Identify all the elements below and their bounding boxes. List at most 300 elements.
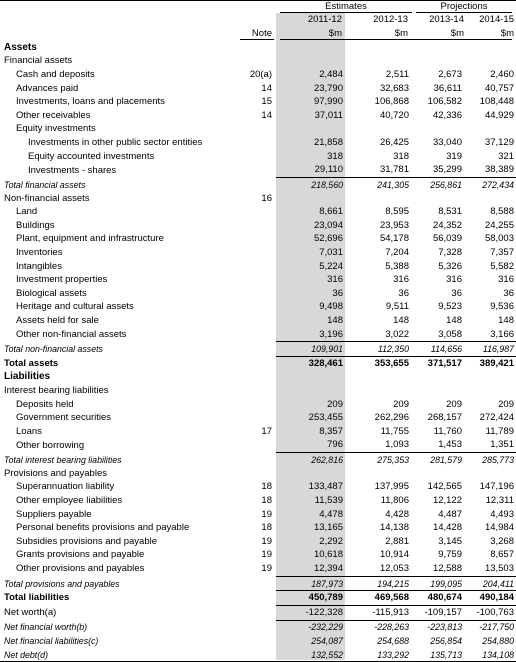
row-label: Investments - shares [28,164,117,176]
row-note [236,314,276,328]
row-label: Personal benefits provisions and payable [16,522,190,534]
row-value-4: 4,493 [490,508,514,520]
row-note: 15 [261,96,272,108]
row-label: Grants provisions and payable [16,549,145,561]
row-value-4: 40,757 [484,82,514,94]
row-value-1 [276,384,345,398]
row-label: Heritage and cultural assets [16,301,134,313]
table-row [0,398,516,412]
year-header-3: 2013-14 [429,14,464,25]
table-row [0,562,516,576]
row-value-4: 36 [503,287,514,299]
row-value-2: 31,781 [379,164,409,176]
row-value-4: 7,357 [490,246,514,258]
row-value-2: 23,953 [379,219,409,231]
row-value-1: 8,357 [319,425,343,437]
row-note [236,467,276,481]
row-value-3: 209 [446,398,462,410]
row-value-3: 114,656 [411,342,464,357]
row-label: Subsidies provisions and payable [16,535,158,547]
row-label: Provisions and payables [4,467,107,479]
row-note [236,219,276,233]
row-note [236,150,276,164]
row-label: Other receivables [16,109,91,121]
row-value-4: 5,582 [490,260,514,272]
row-value-3: 14,428 [432,522,462,534]
row-note [236,439,276,453]
row-value-1: 328,461 [276,357,345,371]
row-note [236,620,276,634]
table-row [0,634,516,648]
row-value-1: 7,031 [319,246,343,258]
row-value-4 [464,55,516,69]
row-value-1: 2,292 [319,535,343,547]
row-value-1: 10,618 [313,549,343,561]
estimates-rule [280,12,412,13]
row-label: Equity investments [16,123,96,135]
row-label: Land [16,206,38,218]
row-note [236,41,276,55]
row-value-4 [464,192,516,206]
year-header-1: 2011-12 [307,14,342,25]
table-row [0,605,516,620]
row-label: Superannuation liability [16,481,115,493]
row-label: Buildings [16,219,55,231]
row-value-2 [345,192,411,206]
row-label: Suppliers payable [16,508,92,520]
row-label: Plant, equipment and infrastructure [16,233,164,245]
row-value-1: 132,552 [276,648,345,662]
row-value-2: 137,995 [374,481,409,493]
row-value-3: 268,157 [427,412,462,424]
row-value-1: 29,110 [314,164,343,176]
row-value-4: 134,108 [464,648,516,662]
row-value-4: 58,003 [484,233,514,245]
table-row [0,205,516,219]
row-value-1 [276,371,345,385]
row-value-3: 12,588 [432,562,462,574]
row-value-2 [345,371,411,385]
table-row [0,481,516,495]
row-value-3: 106,582 [427,96,462,108]
row-note [236,648,276,662]
header-rule-note [240,39,274,40]
row-value-1: 450,789 [276,591,345,606]
row-label: Total financial assets [4,179,86,190]
row-label: Deposits held [16,398,74,410]
table-row [0,371,516,385]
row-value-4: 272,424 [479,412,514,424]
row-value-1 [276,192,345,206]
row-note [236,55,276,69]
table-row [0,328,516,342]
table-row [0,342,516,357]
row-value-1: 796 [327,439,343,451]
row-label: Net debt(d) [0,648,236,662]
row-value-1: 4,478 [319,508,343,520]
row-value-2: 133,292 [345,648,411,662]
row-value-4: 3,268 [490,535,514,547]
row-value-2: 241,305 [345,178,411,192]
row-note [236,123,276,137]
row-value-3: 42,336 [432,109,462,121]
unit-header-2: $m [394,28,408,39]
table-row [0,494,516,508]
table-row [0,150,516,164]
table-row [0,314,516,328]
table-row [0,246,516,260]
note-header: Note [251,28,272,39]
row-note: 16 [261,192,272,204]
row-value-1: -122,328 [276,605,345,620]
row-value-4: 285,773 [464,453,516,467]
row-value-2: 36 [398,287,409,299]
row-value-4: 148 [498,314,514,326]
row-note [236,453,276,467]
row-value-1: 23,790 [313,82,343,94]
row-value-3: 319 [446,150,462,162]
table-row [0,178,516,192]
table-row [0,535,516,549]
unit-header-3: $m [450,28,464,39]
row-label: Total non-financial assets [4,344,103,355]
table-row [0,95,516,109]
balance-sheet-table [0,41,516,662]
row-label: Net financial liabilities(c) [4,636,99,646]
table-row [0,123,516,137]
row-value-1: -232,229 [308,622,343,633]
row-label: Inventories [16,246,63,258]
table-row [0,260,516,274]
row-value-3: 9,523 [438,301,462,313]
row-note: 18 [261,522,272,534]
row-value-4 [464,123,516,137]
row-value-3: -109,157 [411,605,464,620]
row-note [236,136,276,150]
row-value-2: 8,595 [385,206,409,218]
row-value-2 [345,384,411,398]
table-row [0,55,516,69]
row-value-4: 204,411 [464,576,516,591]
row-value-2: 3,022 [385,328,409,340]
row-value-4 [464,384,516,398]
row-value-4: 272,434 [464,178,516,192]
row-value-1: 187,973 [276,576,345,591]
row-value-1: 21,858 [313,137,343,149]
year-header-4: 2014-15 [479,14,514,25]
row-label: Other provisions and payables [16,563,145,575]
table-row [0,384,516,398]
row-label: Total provisions and payables [4,578,120,589]
row-value-1: 37,011 [314,109,343,121]
row-note [236,301,276,315]
row-value-4: -217,750 [479,622,514,633]
row-value-3: 3,145 [438,535,462,547]
row-value-1: 23,094 [313,219,343,231]
row-value-3: 36,611 [433,82,462,94]
row-value-2 [345,467,411,481]
row-value-3 [411,467,464,481]
row-value-2: 9,511 [385,301,409,313]
row-value-3: 11,760 [433,425,462,437]
row-note [236,178,276,192]
row-value-2: 54,178 [379,233,409,245]
table-row [0,163,516,177]
row-value-2: 262,296 [374,412,409,424]
row-value-3 [411,192,464,206]
unit-header-1: $m [328,28,342,39]
row-value-3 [411,123,464,137]
row-note [236,576,276,591]
row-label: Total assets [4,357,59,369]
row-note [236,342,276,357]
row-label: Financial assets [4,55,73,67]
row-value-2 [345,123,411,137]
row-value-3: 2,673 [438,69,462,81]
row-value-1 [276,55,345,69]
row-value-4: 321 [498,150,514,162]
row-note: 17 [261,425,272,437]
row-value-2: 11,806 [380,494,409,506]
table-row [0,219,516,233]
row-value-1 [276,41,345,55]
row-value-4 [464,371,516,385]
row-label: Non-financial assets [4,192,90,204]
row-note [236,328,276,342]
table-row [0,521,516,535]
row-value-4: 9,536 [490,301,514,313]
row-value-2: 209 [393,398,409,410]
row-value-2: 7,204 [385,246,409,258]
row-note [236,163,276,177]
table-row [0,576,516,591]
table-row [0,192,516,206]
row-value-1: 13,165 [313,522,343,534]
projections-header: Projections [440,1,488,12]
row-value-2: 316 [393,274,409,286]
row-value-2: 10,914 [379,549,409,561]
row-note [236,287,276,301]
row-label: Assets [4,41,37,53]
row-value-1: 12,394 [313,562,343,574]
table-row [0,287,516,301]
row-value-3: 5,326 [438,260,462,272]
row-value-3: 281,579 [411,453,464,467]
row-label: Net financial worth(b) [4,622,88,633]
row-value-1: 11,539 [314,494,343,506]
row-value-2 [345,41,411,55]
table-row [0,620,516,634]
row-value-3 [411,55,464,69]
row-value-2: 148 [393,314,409,326]
row-label: Liabilities [4,371,51,383]
table-row [0,41,516,55]
row-value-1: 8,661 [319,206,343,218]
projections-rule [416,12,512,13]
row-value-3: 12,122 [432,494,462,506]
row-note [236,605,276,620]
row-label: Other employee liabilities [16,494,123,506]
row-value-2: 254,688 [377,636,409,646]
row-value-3: 142,565 [427,481,462,493]
row-value-4 [464,41,516,55]
row-label: Loans [16,425,42,437]
row-note [236,371,276,385]
row-value-3: 36 [451,287,462,299]
row-note: 19 [261,563,272,575]
table-body [0,41,516,662]
row-note [236,260,276,274]
row-value-4: 14,984 [484,522,514,534]
row-label: Cash and deposits [16,69,95,81]
row-label: Other non-financial assets [16,328,127,340]
row-label: Investment properties [16,274,108,286]
row-label: Interest bearing liabilities [4,385,109,397]
row-note: 20(a) [249,69,272,81]
row-note: 19 [261,535,272,547]
row-note [236,246,276,260]
row-value-4: 490,184 [464,591,516,606]
row-value-2: 469,568 [345,591,411,606]
row-value-3: 199,095 [411,576,464,591]
table-row [0,301,516,315]
row-value-1: 133,487 [308,481,343,493]
row-value-3: 135,713 [411,648,464,662]
row-value-2: 353,655 [345,357,411,371]
row-value-2 [345,55,411,69]
row-value-4: -100,763 [464,605,516,620]
row-label: Government securities [16,412,112,424]
row-note: 18 [261,481,272,493]
row-value-3 [411,384,464,398]
table-row [0,82,516,96]
row-note: 14 [261,82,272,94]
table-row [0,273,516,287]
row-value-2: 106,868 [374,96,409,108]
row-value-2: -228,263 [374,622,409,633]
row-label: Other borrowing [16,439,85,451]
row-value-4: 13,503 [484,562,514,574]
row-value-4 [464,467,516,481]
row-value-4: 116,987 [464,342,516,357]
unit-header-4: $m [500,28,514,39]
row-value-4: 254,880 [482,636,514,646]
row-value-2: 5,388 [385,260,409,272]
row-value-1: 36 [332,287,343,299]
table-row [0,411,516,425]
row-label: Net worth(a) [4,606,57,618]
row-label: Investments, loans and placements [16,96,165,108]
row-value-2: 40,720 [379,109,409,121]
row-value-1 [276,123,345,137]
row-value-3: 1,453 [438,439,462,451]
row-value-3: 7,328 [438,246,462,258]
table-row [0,467,516,481]
row-value-2: 275,353 [345,453,411,467]
row-note: 19 [261,508,272,520]
row-label: Investments in other public sector entities [28,137,203,149]
row-value-4: 108,448 [479,96,514,108]
table-row [0,233,516,247]
row-value-1: 97,990 [313,96,343,108]
row-value-3: 256,861 [411,178,464,192]
row-label: Total liabilities [4,592,70,604]
table-row [0,648,516,662]
row-value-1: 3,196 [319,328,343,340]
row-note [236,273,276,287]
table-row [0,549,516,563]
row-note [236,591,276,606]
row-value-2: 112,350 [345,342,411,357]
row-value-2: 32,683 [379,82,409,94]
row-value-2: 26,425 [379,137,409,149]
row-value-2: 4,428 [385,508,409,520]
row-value-1: 109,901 [276,342,345,357]
row-value-2: 2,881 [385,535,409,547]
table-row [0,68,516,82]
row-label: Assets held for sale [16,314,99,326]
row-value-1: 209 [327,398,343,410]
row-label: Biological assets [16,287,87,299]
row-value-1: 218,560 [276,178,345,192]
row-value-4: 389,421 [464,357,516,371]
row-value-3: 9,759 [438,549,462,561]
row-note: 19 [261,549,272,561]
row-note [236,398,276,412]
row-value-4: 12,311 [485,494,514,506]
row-value-3: -223,813 [427,622,462,633]
row-note [236,384,276,398]
row-note: 14 [261,109,272,121]
row-value-3: 371,517 [411,357,464,371]
row-value-4: 38,389 [484,164,514,176]
row-value-3: 480,674 [411,591,464,606]
row-label: Equity accounted investments [28,150,155,162]
row-value-1 [276,467,345,481]
row-value-3: 316 [446,274,462,286]
row-note [236,357,276,371]
row-value-2: -115,913 [345,605,411,620]
row-value-3: 256,854 [430,636,462,646]
row-value-4: 11,789 [485,425,514,437]
table-row [0,425,516,439]
row-value-4: 8,657 [490,549,514,561]
row-value-1: 9,498 [319,301,343,313]
row-value-1: 316 [327,274,343,286]
row-value-3: 148 [446,314,462,326]
row-value-3 [411,41,464,55]
row-value-4: 24,255 [484,219,514,231]
row-value-4: 316 [498,274,514,286]
row-value-3: 56,039 [432,233,462,245]
table-row [0,508,516,522]
header-rule-values [280,39,512,40]
row-value-2: 14,138 [379,522,409,534]
row-note [236,634,276,648]
row-value-1: 5,224 [319,260,343,272]
row-value-4: 37,129 [484,137,514,149]
row-value-3: 24,352 [432,219,462,231]
row-value-1: 2,484 [319,69,343,81]
row-value-3: 35,299 [432,164,462,176]
row-value-2: 194,215 [345,576,411,591]
row-note [236,233,276,247]
row-value-3: 3,058 [438,328,462,340]
row-value-2: 12,053 [379,562,409,574]
row-label: Total interest bearing liabilities [4,454,122,465]
row-value-1: 262,816 [276,453,345,467]
row-value-2: 2,511 [385,69,409,81]
